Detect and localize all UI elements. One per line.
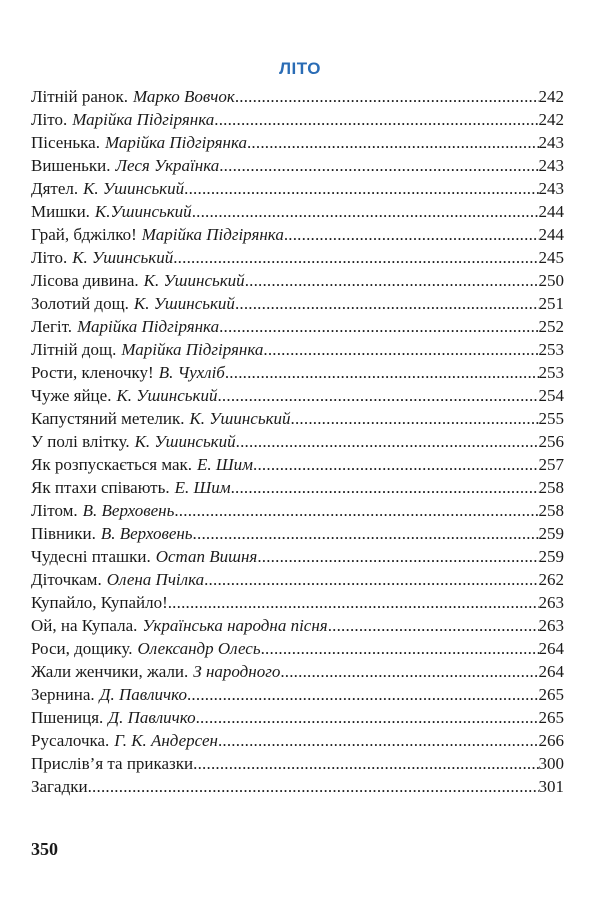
toc-entry[interactable]	[31, 752, 564, 775]
dot-leader	[328, 614, 539, 637]
entry-author: Леся Українка	[115, 156, 220, 175]
entry-author: Остап Вишня	[155, 547, 258, 566]
entry-page-number: 266	[538, 731, 564, 750]
dot-leader	[261, 637, 539, 660]
toc-entry[interactable]	[31, 430, 564, 453]
dot-leader	[187, 683, 539, 706]
entry-title: Мишки.	[31, 202, 90, 221]
entry-title: Літній ранок.	[31, 87, 129, 106]
entry-title: Вишеньки.	[31, 156, 111, 175]
entry-author: К. Ушинський	[143, 271, 245, 290]
entry-title: Літо.	[31, 110, 68, 129]
entry-page-number: 252	[538, 317, 564, 336]
entry-author: К. Ушинський	[134, 432, 236, 451]
page-number: 350	[31, 839, 58, 859]
dot-leader	[174, 499, 538, 522]
dot-leader	[245, 269, 539, 292]
dot-leader	[214, 108, 538, 131]
entry-author: Д. Павличко	[99, 685, 187, 704]
toc-entry[interactable]	[31, 154, 564, 177]
entry-title: Купайло, Купайло!	[31, 593, 168, 612]
entry-title: Прислів’я та приказки	[31, 754, 194, 773]
entry-title: Ой, на Купала.	[31, 616, 138, 635]
dot-leader	[184, 177, 538, 200]
dot-leader	[235, 85, 539, 108]
entry-title: Русалочка.	[31, 731, 110, 750]
dot-leader	[231, 476, 539, 499]
entry-page-number: 263	[538, 616, 564, 635]
toc-entry[interactable]	[31, 246, 564, 269]
entry-author: Марійка Підгірянка	[104, 133, 247, 152]
entry-author: Е. Шим	[197, 455, 254, 474]
dot-leader	[219, 315, 538, 338]
dot-leader	[225, 361, 539, 384]
toc-entry[interactable]	[31, 85, 564, 108]
entry-title: Чудесні пташки.	[31, 547, 151, 566]
entry-author: Марійка Підгірянка	[141, 225, 284, 244]
entry-page-number: 263	[538, 593, 564, 612]
entry-page-number: 244	[538, 225, 564, 244]
entry-page-number: 264	[538, 662, 564, 681]
toc-entry[interactable]	[31, 499, 564, 522]
entry-title: Загадки	[31, 777, 88, 796]
toc-entry[interactable]	[31, 177, 564, 200]
dot-leader	[173, 246, 538, 269]
entry-page-number: 259	[538, 547, 564, 566]
dot-leader	[196, 706, 539, 729]
entry-page-number: 245	[538, 248, 564, 267]
entry-author: В. Верховень	[82, 501, 175, 520]
toc-entry[interactable]	[31, 407, 564, 430]
toc-entry[interactable]	[31, 683, 564, 706]
dot-leader	[291, 407, 539, 430]
entry-page-number: 255	[538, 409, 564, 428]
entry-page-number: 243	[538, 179, 564, 198]
dot-leader	[236, 430, 539, 453]
table-of-contents	[31, 85, 564, 798]
dot-leader	[257, 545, 538, 568]
toc-entry[interactable]	[31, 729, 564, 752]
entry-author: Олександр Олесь	[137, 639, 261, 658]
toc-entry[interactable]	[31, 476, 564, 499]
entry-author: К. Ушинський	[116, 386, 218, 405]
entry-title: Чуже яйце.	[31, 386, 112, 405]
toc-entry[interactable]	[31, 706, 564, 729]
entry-page-number: 243	[538, 156, 564, 175]
entry-author: Українська народна пісня	[142, 616, 328, 635]
entry-title: Лісова дивина.	[31, 271, 139, 290]
toc-entry[interactable]	[31, 775, 564, 798]
entry-page-number: 251	[538, 294, 564, 313]
dot-leader	[193, 752, 538, 775]
toc-entry[interactable]	[31, 292, 564, 315]
entry-title: Пшениця.	[31, 708, 104, 727]
entry-title: Зернина.	[31, 685, 95, 704]
entry-page-number: 254	[538, 386, 564, 405]
entry-author: Г. К. Андерсен	[114, 731, 218, 750]
entry-page-number: 264	[538, 639, 564, 658]
entry-title: Пісенька.	[31, 133, 100, 152]
toc-entry[interactable]	[31, 315, 564, 338]
entry-title: Грай, бджілко!	[31, 225, 137, 244]
toc-entry[interactable]	[31, 200, 564, 223]
entry-page-number: 253	[538, 340, 564, 359]
toc-entry[interactable]	[31, 545, 564, 568]
dot-leader	[192, 200, 539, 223]
toc-entry[interactable]	[31, 338, 564, 361]
toc-entry[interactable]	[31, 108, 564, 131]
toc-entry[interactable]	[31, 614, 564, 637]
entry-author: В. Верховень	[100, 524, 193, 543]
dot-leader	[284, 223, 539, 246]
entry-page-number: 242	[538, 110, 564, 129]
entry-page-number: 242	[538, 87, 564, 106]
entry-author: К. Ушинський	[83, 179, 185, 198]
entry-page-number: 265	[538, 685, 564, 704]
entry-page-number: 243	[538, 133, 564, 152]
dot-leader	[219, 154, 538, 177]
dot-leader	[253, 453, 538, 476]
entry-author: Марійка Підгірянка	[121, 340, 264, 359]
entry-page-number: 256	[538, 432, 564, 451]
dot-leader	[218, 729, 539, 752]
toc-entry[interactable]	[31, 591, 564, 614]
toc-entry[interactable]	[31, 269, 564, 292]
dot-leader	[280, 660, 538, 683]
dot-leader	[217, 384, 538, 407]
entry-page-number: 265	[538, 708, 564, 727]
entry-author: К. Ушинський	[133, 294, 235, 313]
toc-entry[interactable]	[31, 660, 564, 683]
entry-author: Марійка Підгірянка	[77, 317, 220, 336]
entry-title: Діточкам.	[31, 570, 102, 589]
entry-author: Марійка Підгірянка	[72, 110, 215, 129]
entry-title: Як птахи співають.	[31, 478, 170, 497]
entry-author: В. Чухліб	[158, 363, 225, 382]
section-title: ЛІТО	[279, 59, 321, 79]
entry-title: Літній дощ.	[31, 340, 117, 359]
entry-title: Легіт.	[31, 317, 73, 336]
entry-page-number: 262	[538, 570, 564, 589]
entry-page-number: 259	[538, 524, 564, 543]
entry-title: Рости, кленочку!	[31, 363, 154, 382]
entry-title: Жали женчики, жали.	[31, 662, 189, 681]
entry-author: К. Ушинський	[72, 248, 174, 267]
dot-leader	[263, 338, 538, 361]
entry-title: Дятел.	[31, 179, 79, 198]
entry-author: Марко Вовчок	[133, 87, 235, 106]
toc-entry[interactable]	[31, 453, 564, 476]
entry-title: Капустяний метелик.	[31, 409, 185, 428]
toc-entry[interactable]	[31, 522, 564, 545]
entry-page-number: 300	[538, 754, 564, 773]
entry-title: Роси, дощику.	[31, 639, 133, 658]
dot-leader	[168, 591, 539, 614]
entry-author: Д. Павличко	[108, 708, 196, 727]
entry-author: К. Ушинський	[189, 409, 291, 428]
dot-leader	[247, 131, 539, 154]
toc-entry[interactable]	[31, 361, 564, 384]
entry-title: У полі влітку.	[31, 432, 130, 451]
entry-page-number: 258	[538, 478, 564, 497]
entry-page-number: 244	[538, 202, 564, 221]
entry-page-number: 301	[538, 777, 564, 796]
entry-page-number: 250	[538, 271, 564, 290]
entry-title: Літом.	[31, 501, 78, 520]
toc-entry[interactable]	[31, 637, 564, 660]
toc-entry[interactable]	[31, 568, 564, 591]
entry-title: Як розпускається мак.	[31, 455, 193, 474]
entry-title: Півники.	[31, 524, 96, 543]
entry-page-number: 257	[538, 455, 564, 474]
entry-title: Золотий дощ.	[31, 294, 129, 313]
toc-entry[interactable]	[31, 223, 564, 246]
toc-entry[interactable]	[31, 384, 564, 407]
entry-author: Олена Пчілка	[106, 570, 205, 589]
entry-title: Літо.	[31, 248, 68, 267]
dot-leader	[88, 775, 539, 798]
entry-author: З народного	[193, 662, 281, 681]
dot-leader	[204, 568, 538, 591]
dot-leader	[193, 522, 539, 545]
entry-author: Е. Шим	[174, 478, 231, 497]
entry-author: К.Ушинський	[94, 202, 192, 221]
dot-leader	[235, 292, 539, 315]
entry-page-number: 253	[538, 363, 564, 382]
toc-entry[interactable]	[31, 131, 564, 154]
entry-page-number: 258	[538, 501, 564, 520]
